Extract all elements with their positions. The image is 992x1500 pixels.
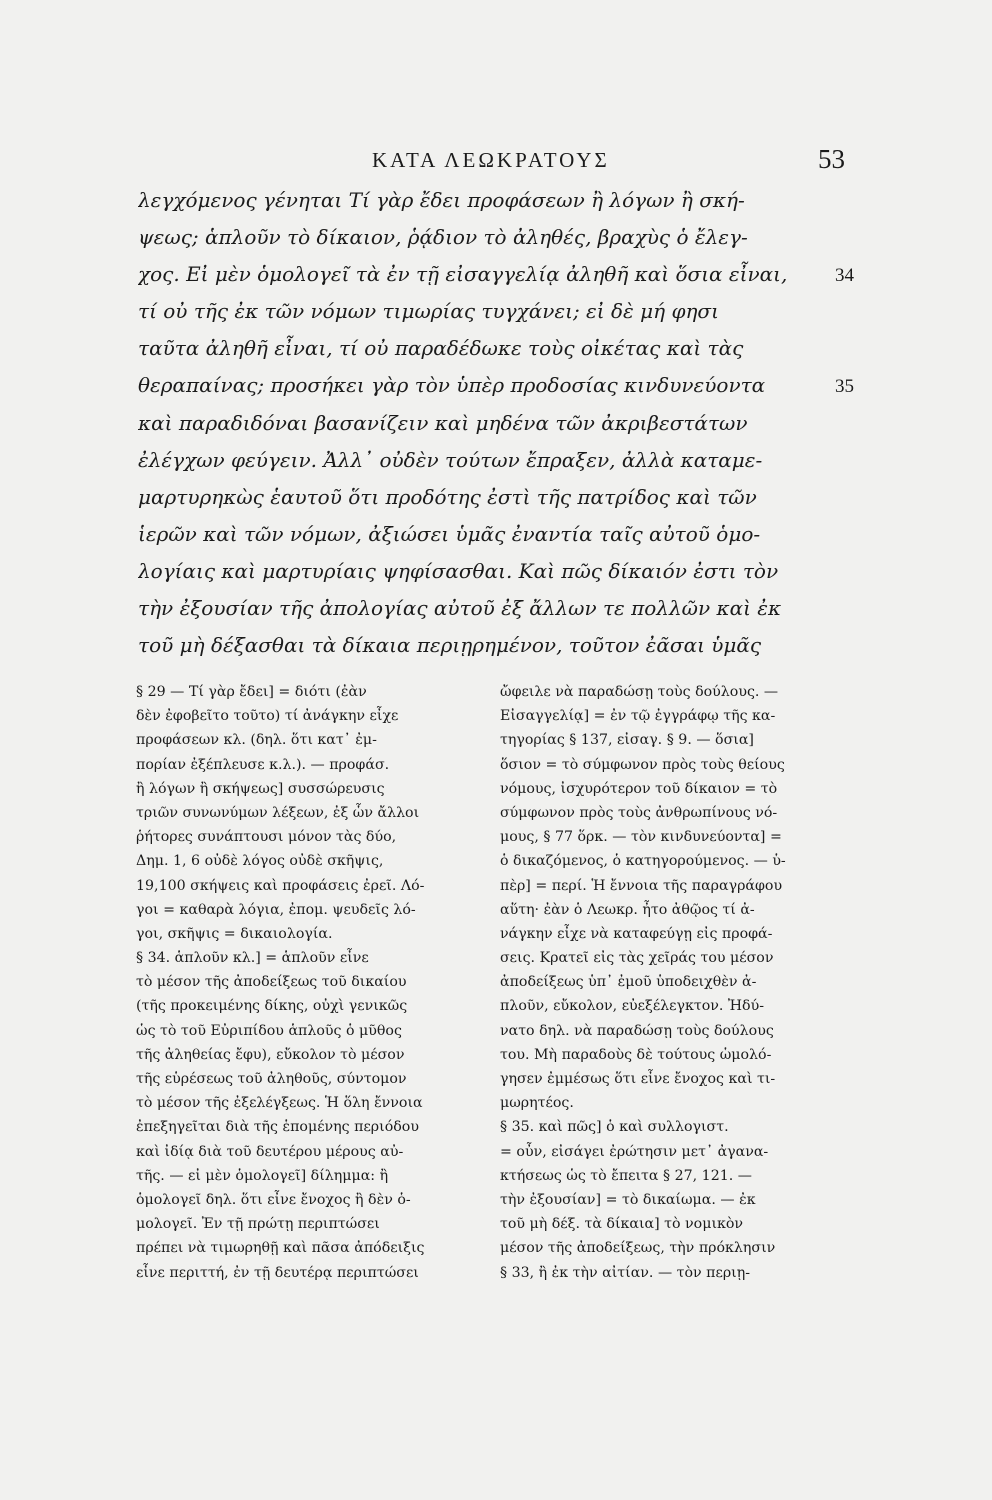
note-line: νάγκην εἶχε νὰ καταφεύγῃ εἰς προφά- — [500, 925, 773, 942]
note-line: μους, § 77 ὅρκ. — τὸν κινδυνεύοντα] = — [500, 829, 782, 846]
note-line: § 29 — Τί γὰρ ἔδει] = διότι (ἐὰν — [136, 684, 367, 700]
note-line: πρέπει νὰ τιμωρηθῇ καὶ πᾶσα ἀπόδειξις — [136, 1240, 425, 1257]
note-line: ἢ λόγων ἢ σκήψεως] συσσώρευσις — [136, 780, 385, 797]
note-line: τὴν ἐξουσίαν] = τὸ δικαίωμα. — ἐκ — [500, 1191, 756, 1208]
main-line: ψεως; ἁπλοῦν τὸ δίκαιον, ῥᾴδιον τὸ ἀληθές, βραχὺς ὁ ἔλεγ- — [138, 225, 748, 250]
main-line: λογίαις καὶ μαρτυρίαις ψηφίσασθαι. Καὶ πῶς δίκαιόν ἐστι τὸν — [138, 558, 779, 583]
note-line: τῆς εὑρέσεως τοῦ ἀληθοῦς, σύντομον — [136, 1071, 407, 1087]
note-line: ἐπεξηγεῖται διὰ τῆς ἑπομένης περιόδου — [136, 1119, 419, 1136]
note-line: ῥήτορες συνάπτουσι μόνον τὰς δύο, — [136, 829, 397, 846]
note-line: τῆς ἀληθείας ἔφυ), εὔκολον τὸ μέσον — [136, 1046, 405, 1063]
main-line: λεγχόμενος γένηται Τί γὰρ ἔδει προφάσεων ἢ λόγων ἢ σκή- — [138, 188, 745, 212]
note-line: ὤφειλε νὰ παραδώσῃ τοὺς δούλους. — — [500, 684, 779, 700]
note-line: Δημ. 1, 6 οὐδὲ λόγος οὐδὲ σκῆψις, — [136, 853, 384, 870]
main-line: ἱερῶν καὶ τῶν νόμων, ἀξιώσει ὑμᾶς ἐναντία ταῖς αὐτοῦ ὁμο- — [138, 521, 761, 546]
main-line: μαρτυρηκὼς ἑαυτοῦ ὅτι προδότης ἐστὶ τῆς πατρίδος καὶ τῶν — [138, 484, 757, 509]
note-line: τὸ μέσον τῆς ἐξελέγξεως. Ἡ ὅλη ἔννοια — [136, 1095, 423, 1112]
note-line: γοι = καθαρὰ λόγια, ἐπομ. ψευδεῖς λό- — [136, 901, 416, 918]
note-line: πλοῦν, εὔκολον, εὐεξέλεγκτον. Ἠδύ- — [500, 998, 765, 1015]
note-line: πὲρ] = περί. Ἡ ἔννοια τῆς παραγράφου — [500, 877, 783, 894]
main-line: θεραπαίνας; προσήκει γὰρ τὸν ὑπὲρ προδοσίας κινδυνεύοντα — [138, 373, 766, 398]
note-line: εἶνε περιττή, ἐν τῇ δευτέρᾳ περιπτώσει — [136, 1264, 419, 1281]
note-line: (τῆς προκειμένης δίκης, οὐχὶ γενικῶς — [136, 998, 408, 1015]
note-line: τῆς. — εἰ μὲν ὁμολογεῖ] δίλημμα: ἢ — [136, 1167, 389, 1184]
note-line: σύμφωνον πρὸς τοὺς ἀνθρωπίνους νό- — [500, 804, 778, 821]
note-line: ὁμολογεῖ δηλ. ὅτι εἶνε ἔνοχος ἢ δὲν ὁ- — [136, 1191, 411, 1208]
note-line: § 35. καὶ πῶς] ὁ καὶ συλλογιστ. — [500, 1119, 729, 1136]
main-line: ταῦτα ἀληθῆ εἶναι, τί οὐ παραδέδωκε τοὺς οἰκέτας καὶ τὰς — [138, 336, 744, 361]
note-line: 19,100 σκήψεις καὶ προφάσεις ἐρεῖ. Λό- — [136, 877, 425, 894]
running-title: ΚΑΤΑ ΛΕΩΚΡΑΤΟΥΣ — [372, 148, 610, 172]
main-line: χος. Εἰ μὲν ὁμολογεῖ τὰ ἐν τῇ εἰσαγγελίᾳ ἀληθῆ καὶ ὅσια εἶναι, — [138, 262, 788, 287]
running-header — [0, 144, 992, 178]
main-line: ἐλέγχων φεύγειν. Ἀλλ᾿ οὐδὲν τούτων ἔπραξεν, ἀλλὰ καταμε- — [138, 447, 763, 472]
note-line: τηγορίας § 137, εἰσαγ. § 9. — ὅσια] — [500, 732, 754, 749]
note-line: ἀποδείξεως ὑπ᾿ ἐμοῦ ὑποδειχθὲν ἀ- — [500, 974, 757, 991]
note-line: § 33, ἢ ἐκ τὴν αἰτίαν. — τὸν περιῃ- — [500, 1264, 751, 1281]
section-number-34: 34 — [835, 265, 854, 286]
note-line: κτήσεως ὡς τὸ ἔπειτα § 27, 121. — — [500, 1167, 752, 1184]
note-line: νόμους, ἰσχυρότερον τοῦ δίκαιον = τὸ — [500, 780, 778, 797]
note-line: Εἰσαγγελίᾳ] = ἐν τῷ ἐγγράφῳ τῆς κα- — [500, 708, 776, 725]
note-line: τὸ μέσον τῆς ἀποδείξεως τοῦ δικαίου — [136, 974, 407, 991]
note-line: γοι, σκῆψις = δικαιολογία. — [136, 925, 333, 942]
main-text — [138, 182, 848, 664]
note-line: πορίαν ἐξέπλευσε κ.λ.). — προφάσ. — [136, 756, 390, 773]
note-line: ὁ δικαζόμενος, ὁ κατηγορούμενος. — ὑ- — [500, 853, 786, 870]
note-line: τοῦ μὴ δέξ. τὰ δίκαια] τὸ νομικὸν — [500, 1216, 744, 1233]
note-line: μέσον τῆς ἀποδείξεως, τὴν πρόκλησιν — [500, 1240, 776, 1257]
note-line: μολογεῖ. Ἐν τῇ πρώτῃ περιπτώσει — [136, 1216, 380, 1233]
note-line: ὅσιον = τὸ σύμφωνον πρὸς τοὺς θείους — [500, 756, 785, 773]
main-line: τοῦ μὴ δέξασθαι τὰ δίκαια περιῃρημένον, τοῦτον ἐᾶσαι ὑμᾶς — [138, 633, 762, 658]
page-number: 53 — [818, 144, 845, 174]
note-line: καὶ ἰδίᾳ διὰ τοῦ δευτέρου μέρους αὐ- — [136, 1143, 404, 1160]
note-line: γησεν ἐμμέσως ὅτι εἶνε ἔνοχος καὶ τι- — [500, 1071, 776, 1087]
main-line: καὶ παραδιδόναι βασανίζειν καὶ μηδένα τῶν ἀκριβεστάτων — [138, 410, 748, 435]
note-line: ὡς τὸ τοῦ Εὐριπίδου ἁπλοῦς ὁ μῦθος — [136, 1022, 402, 1039]
main-line: τί οὐ τῆς ἐκ τῶν νόμων τιμωρίας τυγχάνει; εἰ δὲ μή φησι — [138, 299, 719, 324]
section-number-35: 35 — [835, 376, 854, 397]
notes-right-column — [500, 680, 850, 1285]
notes-left-column — [136, 680, 486, 1285]
note-line: νατο δηλ. νὰ παραδώσῃ τοὺς δούλους — [500, 1022, 774, 1039]
note-line: τριῶν συνωνύμων λέξεων, ἐξ ὧν ἄλλοι — [136, 804, 420, 821]
note-line: σεις. Κρατεῖ εἰς τὰς χεῖράς του μέσον — [500, 950, 774, 967]
note-line: προφάσεων κλ. (δηλ. ὅτι κατ᾿ ἐμ- — [136, 732, 377, 749]
note-line: μωρητέος. — [500, 1095, 574, 1112]
note-line: § 34. ἁπλοῦν κλ.] = ἁπλοῦν εἶνε — [136, 950, 369, 967]
main-line: τὴν ἐξουσίαν τῆς ἀπολογίας αὐτοῦ ἐξ ἄλλων τε πολλῶν καὶ ἐκ — [138, 596, 782, 621]
note-line: του. Μὴ παραδοὺς δὲ τούτους ὡμολό- — [500, 1046, 772, 1063]
note-line: αὕτη· ἐὰν ὁ Λεωκρ. ἦτο ἀθῷος τί ἀ- — [500, 901, 755, 918]
note-line: = οὖν, εἰσάγει ἐρώτησιν μετ᾿ ἀγανα- — [500, 1143, 769, 1160]
note-line: δὲν ἐφοβεῖτο τοῦτο) τί ἀνάγκην εἶχε — [136, 708, 399, 725]
